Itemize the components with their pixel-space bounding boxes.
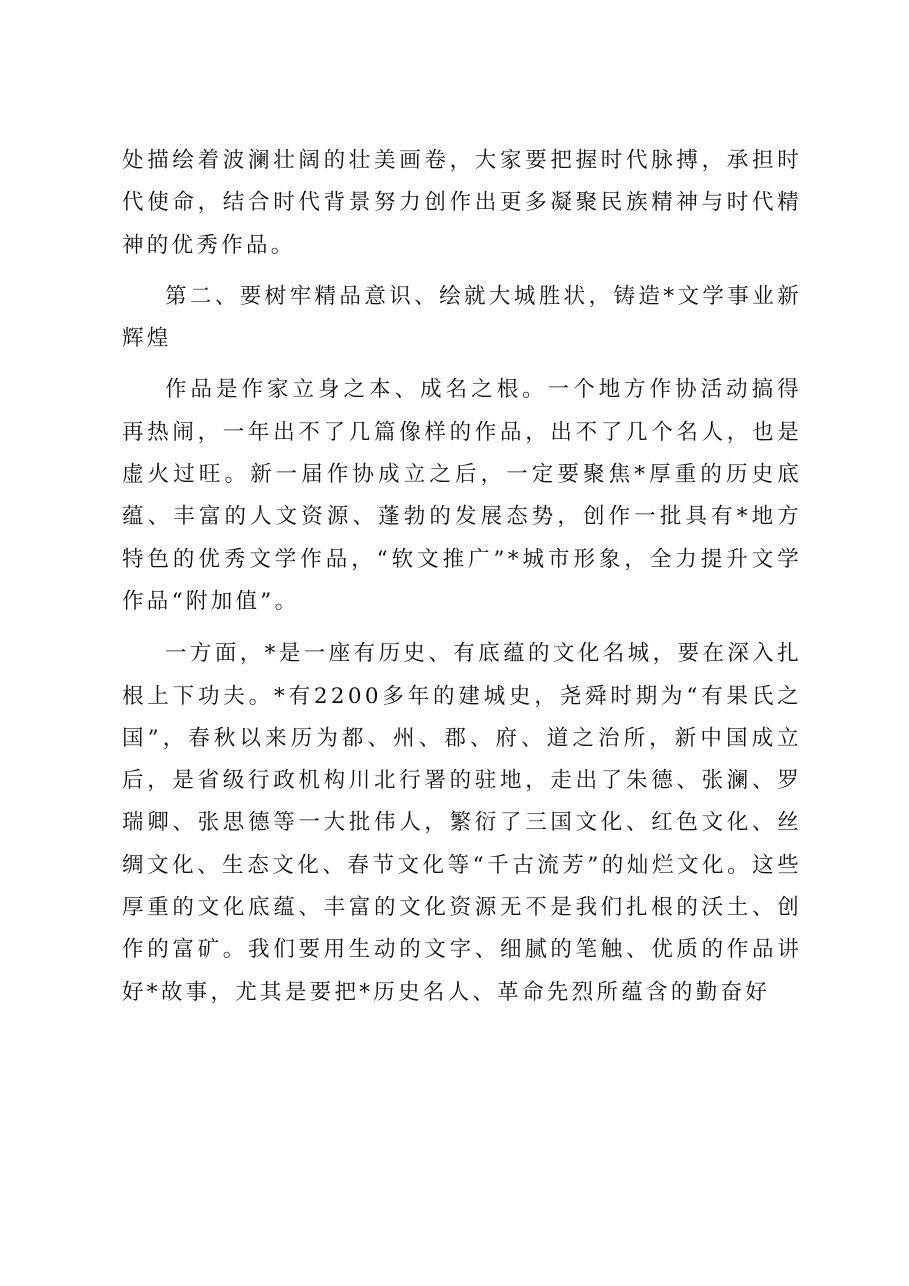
- section-heading: 第二、要树牢精品意识、绘就大城胜状，铸造*文学事业新辉煌: [122, 283, 802, 352]
- paragraph-history: 一方面，*是一座有历史、有底蕴的文化名城，要在深入扎根上下功夫。*有2200多年的建城史，尧舜时期为“有果氏之国”，春秋以来历为都、州、郡、府、道之治所，新中国成立后，是省级行政机构川北行署的驻地，走出了朱德、张澜、罗瑞卿、张思德等一大批伟人，繁衍了三国文化、红色文化、丝绸文化、生态文化、春节文化等“千古流芳”的灿烂文化。这些厚重的文化底蕴、丰富的文化资源无不是我们扎根的沃土、创作的富矿。我们要用生动的文字、细腻的笔触、优质的作品讲好*故事，尤其是要把*历史名人、革命先烈所蕴含的勤奋好: [122, 641, 802, 1005]
- document-page: [122, 140, 802, 1014]
- paragraph-continuation: 处描绘着波澜壮阔的壮美画卷，大家要把握时代脉搏，承担时代使命，结合时代背景努力创作出更多凝聚民族精神与时代精神的优秀作品。: [122, 148, 802, 258]
- paragraph-works: 作品是作家立身之本、成名之根。一个地方作协活动搞得再热闹，一年出不了几篇像样的作品，出不了几个名人，也是虚火过旺。新一届作协成立之后，一定要聚焦*厚重的历史底蕴、丰富的人文资源、蓬勃的发展态势，创作一批具有*地方特色的优秀文学作品，“软文推广”*城市形象，全力提升文学作品“附加值”。: [122, 377, 802, 614]
